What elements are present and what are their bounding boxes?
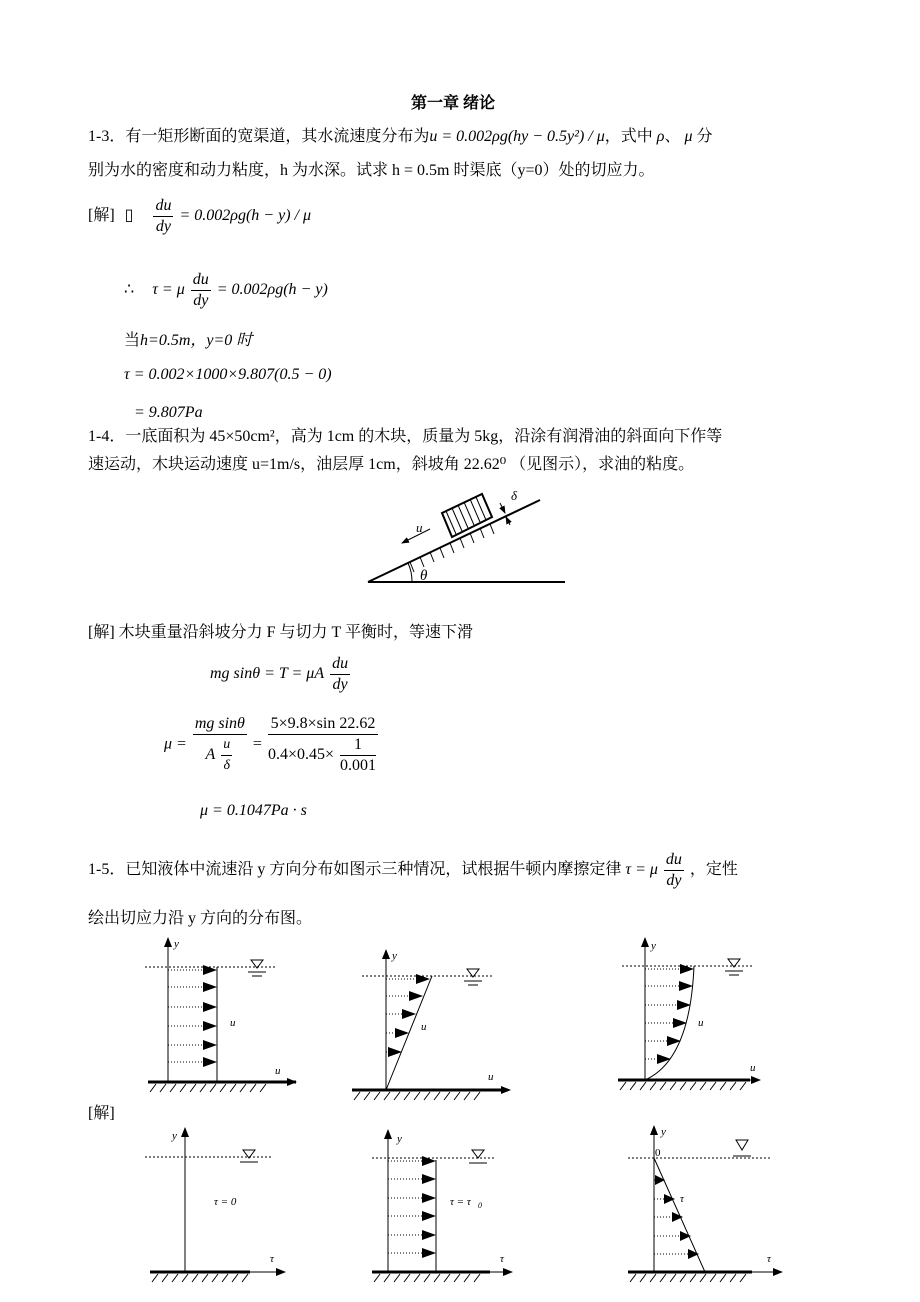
shear-profile-linear (628, 1126, 782, 1282)
p15-tau-mu: τ = μ (625, 861, 658, 879)
svg-text:u: u (421, 1021, 427, 1033)
svg-text:u: u (488, 1071, 494, 1083)
problem-1-4-line1: 1-4．一底面积为 45×50cm²，高为 1cm 的木块，质量为 5kg，沿涂有润滑油的斜面向下作等 (88, 428, 723, 445)
p13-du-dy-fraction: $\frac{du}{dy}$ (155, 197, 172, 235)
p13-when-vals: h=0.5m，y=0 时 (140, 332, 253, 349)
p13-therefore: ∴ (124, 281, 135, 299)
p14-solution-text: [解] 木块重量沿斜坡分力 F 与切力 T 平衡时，等速下滑 (88, 624, 474, 641)
svg-text:τ: τ (767, 1253, 771, 1265)
p13-when: 当 (124, 332, 141, 349)
u-label: u (416, 520, 423, 535)
problem-1-5-line1 (88, 850, 738, 891)
svg-text:0: 0 (655, 1147, 661, 1159)
p14-left-fraction: mg sinθ A $\frac{u}{\delta}$ (194, 715, 245, 773)
problem-1-5-line2: 绘出切应力沿 y 方向的分布图。 (88, 910, 313, 927)
svg-text:y: y (397, 1133, 402, 1145)
p14-eq-sign: = (252, 735, 262, 753)
svg-text:u: u (750, 1062, 756, 1074)
p14-eq2 (164, 714, 380, 776)
p13-sol-mark: ▯ (124, 207, 134, 225)
p13-sep: 、 (664, 128, 681, 145)
p13-eq-u: u = 0.002ρg(hy − 0.5y²) / μ (429, 128, 605, 145)
svg-text:y: y (174, 938, 179, 950)
problem-1-4-line2: 速运动，木块运动速度 u=1m/s，油层厚 1cm，斜坡角 22.62⁰ （见图示），求油的粘度。 (88, 456, 695, 473)
p14-right-fraction: 5×9.8×sin 22.62 0.4×0.45× $\frac{1}{0.001}$ (267, 715, 376, 774)
p13-eq3: τ = 0.002×1000×9.807(0.5 − 0) (124, 366, 332, 383)
p14-eq1 (210, 654, 352, 695)
p13-du-dy-fraction-2: $\frac{du}{dy}$ (192, 271, 209, 309)
svg-text:y: y (392, 950, 397, 962)
wood-block (442, 494, 492, 537)
svg-text:u: u (698, 1017, 704, 1029)
shear-profile-zero (145, 1128, 285, 1282)
p15-text-a: 1-5．已知液体中流速沿 y 方向分布如图示三种情况，试根据牛顿内摩擦定律 (88, 861, 622, 879)
svg-text:τ: τ (500, 1253, 504, 1265)
p13-mu: μ (684, 128, 693, 145)
p13-rho: ρ (656, 128, 665, 145)
p14-mu-eq: μ = (164, 735, 187, 753)
velocity-profile-linear (352, 950, 510, 1100)
p14-eq1-lhs: mg sinθ = T = μA (210, 665, 325, 683)
velocity-profile-uniform (145, 938, 296, 1092)
p13-tau-mu: τ = μ (152, 281, 185, 299)
p14-result: μ = 0.1047Pa · s (200, 802, 307, 819)
p13-text-b: ，式中 (604, 128, 653, 145)
delta-arrow (500, 503, 505, 513)
svg-text:τ: τ (270, 1253, 274, 1265)
delta-label: δ (511, 488, 518, 503)
svg-text:τ: τ (680, 1193, 684, 1205)
svg-text:u: u (230, 1017, 236, 1029)
shear-profile-uniform (372, 1130, 512, 1282)
velocity-profile-parabolic (618, 938, 760, 1090)
p13-text-c: 分 (696, 128, 713, 145)
p15-du-dy-fraction: $\frac{du}{dy}$ (665, 851, 682, 889)
p15-text-b: ，定性 (689, 861, 738, 879)
p13-text-a: 1-3．有一矩形断面的宽渠道，其水流速度分布为 (88, 128, 430, 145)
p13-eq2-rhs: = 0.002ρg(h − y) (216, 281, 328, 299)
p15-solution-label: [解] (88, 1105, 115, 1122)
chapter-title: 第一章 绪论 (411, 95, 496, 112)
svg-text:0: 0 (478, 1201, 482, 1210)
svg-text:y: y (661, 1126, 666, 1138)
svg-text:τ = τ: τ = τ (450, 1196, 471, 1208)
svg-text:u: u (275, 1065, 281, 1077)
incline-figure (368, 488, 565, 584)
theta-label: θ (420, 568, 428, 584)
p13-eq4: = 9.807Pa (134, 404, 203, 421)
problem-1-3-line2: 别为水的密度和动力粘度，h 为水深。试求 h = 0.5m 时渠底（y=0）处的切应力。 (88, 162, 655, 179)
svg-text:τ = 0: τ = 0 (214, 1196, 237, 1208)
p13-eq1-rhs: = 0.002ρg(h − y) / μ (179, 207, 311, 225)
oil-hatch (410, 524, 494, 572)
p13-sol-label: [解] (88, 207, 115, 225)
svg-text:y: y (172, 1130, 177, 1142)
p14-du-dy-fraction: $\frac{du}{dy}$ (332, 655, 349, 693)
svg-text:y: y (651, 940, 656, 952)
